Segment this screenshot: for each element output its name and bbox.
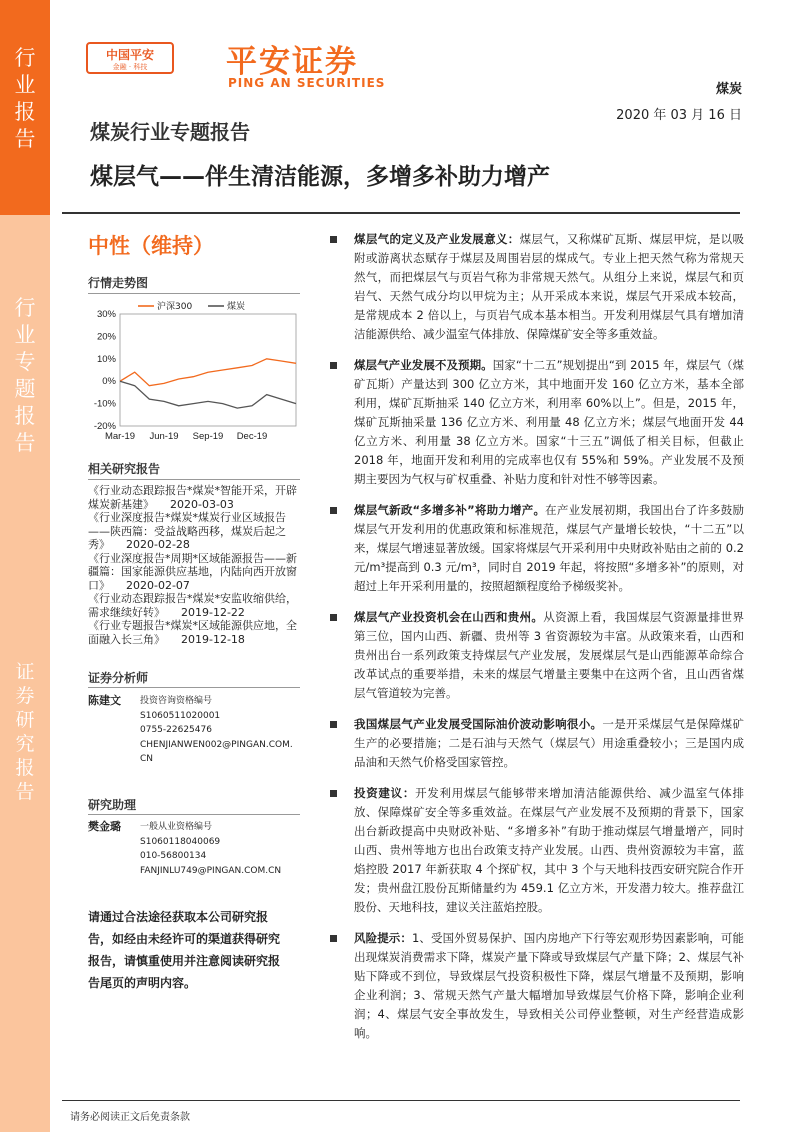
related-report-item[interactable] xyxy=(88,552,302,593)
sidebar-char: 证 xyxy=(15,661,35,683)
sidebar-char: 报 xyxy=(15,757,35,779)
analyst-section-title: 证券分析师 xyxy=(88,671,149,685)
sidebar-char: 报 xyxy=(14,404,36,428)
trend-chart xyxy=(88,300,303,445)
related-report-date: 2020-02-28 xyxy=(126,538,190,551)
x-tick-label: Dec-19 xyxy=(236,431,268,442)
bullet-square-icon xyxy=(330,507,337,514)
assistant-name: 樊金璐 xyxy=(88,820,121,833)
related-report-item[interactable] xyxy=(88,511,302,552)
related-reports-title: 相关研究报告 xyxy=(88,462,161,476)
x-tick-label: Sep-19 xyxy=(192,431,224,442)
related-report-title: 《行业深度报告*周期*区域能源报告——新疆篇：国家能源供应基地，内陆向西开放窗口》 xyxy=(88,551,297,592)
assistant-email[interactable]: FANJINLU749@PINGAN.COM.CN xyxy=(140,865,282,876)
bullet-heading: 煤层气产业投资机会在山西和贵州。 xyxy=(354,610,544,624)
sidebar-label-special-report xyxy=(0,295,50,457)
summary-bullet xyxy=(328,784,744,917)
bullet-body: 国家“十二五”规划提出“到 2015 年，煤层气（煤矿瓦斯）产量达到 300 亿立方米，其中地面开发 160 亿立方米，基本全部利用，煤矿瓦斯抽采 140 亿立方米，利用率 60%以上”。但是，2015 年，煤矿瓦斯抽采量 136 亿立方米、利用量 48 亿立方米；煤层气地面开发 44 亿立方米、利用量 38 亿立方米。国家“十三五”调低了相关目标，但截止 2018 年，地面开发和利用的完成率也仅有 55%和 59%。产业发展不及预期主要因为气权与矿权重叠、补贴力度和针对性不够等因素。 xyxy=(354,358,745,486)
bullet-square-icon xyxy=(330,935,337,942)
x-tick-label: Mar-19 xyxy=(104,431,136,442)
sidebar-char: 告 xyxy=(14,127,36,151)
analyst-name: 陈建文 xyxy=(88,694,121,707)
assistant-cert-label: 一般从业资格编号 xyxy=(140,822,213,832)
x-tick-label: Jun-19 xyxy=(149,431,179,442)
sidebar-char: 行 xyxy=(14,296,36,320)
analyst-phone: 0755-22625476 xyxy=(140,725,212,735)
analyst-info xyxy=(140,694,310,767)
summary-bullet xyxy=(328,608,744,703)
analyst-cert-label: 投资咨询资格编号 xyxy=(140,696,213,706)
sidebar-char: 行 xyxy=(14,46,36,70)
summary-bullets xyxy=(328,230,744,1055)
analyst-email-cont: CN xyxy=(140,754,154,764)
sidebar-label-research-report xyxy=(0,660,50,804)
series-line-1 xyxy=(120,381,296,408)
report-date: 2020 年 03 月 16 日 xyxy=(616,108,742,123)
assistant-phone: 010-56800134 xyxy=(140,851,207,861)
footer-divider xyxy=(62,1100,740,1101)
bullet-square-icon xyxy=(330,614,337,621)
sidebar-label-industry-report xyxy=(0,0,50,215)
page-title: 煤层气——伴生清洁能源，多增多补助力增产 xyxy=(90,164,550,190)
sidebar-char: 题 xyxy=(14,377,36,401)
related-report-item[interactable] xyxy=(88,484,302,511)
y-tick-label: 20% xyxy=(96,331,116,343)
logo-text: 中国平安 xyxy=(105,48,154,62)
trend-chart-title: 行情走势图 xyxy=(88,276,149,290)
bullet-heading: 煤层气产业发展不及预期。 xyxy=(354,358,493,372)
bullet-body: 煤层气，又称煤矿瓦斯、煤层甲烷，是以吸附或游离状态赋存于煤层及周围岩层的煤成气。专业上把天然气称为常规天然气，而把煤层气与页岩气称为非常规天然气。从组分上来说，煤层气和页岩气、天然气成分均以甲烷为主；从开采成本来说，煤层气开采成本较高，是常规成本 2 倍以上，与页岩气成本基本相当。开发利用煤层气具有增加清洁能源供给、减少温室气体排放、保障煤矿安全等多重效益。 xyxy=(354,232,744,341)
legend-label: 煤炭 xyxy=(227,302,246,312)
y-tick-label: -10% xyxy=(93,398,116,410)
header-divider xyxy=(62,212,740,214)
bullet-heading: 煤层气新政“多增多补”将助力增产。 xyxy=(354,503,546,517)
bullet-heading: 我国煤层气产业发展受国际油价波动影响很小。 xyxy=(354,717,603,731)
bullet-body: 开发利用煤层气能够带来增加清洁能源供给、减少温室气体排放、保障煤矿安全等多重效益。在煤层气产业发展不及预期的背景下，国家出台新政提高中央财政补贴、“多增多补”有助于推动煤层气增量增产，同时山西、贵州等地方也出台政策支持产业发展。山西、贵州资源较为丰富，蓝焰控股 2017 年新获取 4 个探矿权，其中 3 个与天地科技西安研究院合作开发；贵州盘江股份瓦斯储量约为 459.1 亿立方米，开发潜力较大。推荐盘江股份、天地科技，建议关注蓝焰控股。 xyxy=(354,786,745,914)
section-divider xyxy=(88,293,300,294)
related-report-item[interactable] xyxy=(88,619,302,646)
related-report-date: 2019-12-18 xyxy=(181,632,245,646)
series-line-0 xyxy=(120,359,296,386)
sidebar-char: 告 xyxy=(14,431,36,455)
assistant-card xyxy=(88,820,302,880)
sidebar-char: 研 xyxy=(15,709,35,731)
bullet-body: 一是开采煤层气是保障煤矿生产的必要措施；二是石油与天然气（煤层气）用途重叠较小；三是国内成品油和天然气价格受国家管控。 xyxy=(354,717,744,769)
bullet-square-icon xyxy=(330,362,337,369)
footer-note: 请务必阅读正文后免责条款 xyxy=(70,1112,190,1123)
sidebar-char: 专 xyxy=(14,350,36,374)
bullet-body: 在产业发展初期，我国出台了许多鼓励煤层气开发利用的优惠政策和标准规范，煤层气产量增长较快，“十二五”以来，煤层气增速显著放缓。国家将煤层气开采利用中央财政补贴由之前的 0.2 元/m³提高到 0.3 元/m³，同时自 2019 年起，将按照“多增多补”的原则，对超过上年开采利用量的，按照超额程度给予梯级奖补。 xyxy=(354,503,744,593)
section-divider xyxy=(88,479,300,480)
industry-label: 煤炭 xyxy=(715,82,742,97)
y-tick-label: 30% xyxy=(96,309,116,320)
related-report-item[interactable] xyxy=(88,592,302,619)
legend-label: 沪深300 xyxy=(157,302,193,312)
analyst-card xyxy=(88,694,302,769)
analyst-email[interactable]: CHENJIANWEN002@PINGAN.COM. xyxy=(140,739,293,750)
brand-name: 平安证券 xyxy=(226,44,358,80)
sidebar-char: 业 xyxy=(14,323,36,347)
report-type: 煤炭行业专题报告 xyxy=(90,120,250,144)
bullet-square-icon xyxy=(330,790,337,797)
assistant-section-title: 研究助理 xyxy=(88,798,137,812)
assistant-cert-number: S1060118040069 xyxy=(140,836,221,847)
plot-frame xyxy=(120,314,296,426)
summary-bullet xyxy=(328,501,744,596)
related-report-date: 2019-12-22 xyxy=(181,605,245,619)
bullet-body: 1、受国外贸易保护、国内房地产下行等宏观形势因素影响，可能出现煤炭消费需求下降，煤炭产量下降或导致煤层气产量下降；2、煤层气补贴下降或不到位，导致煤层气投资积极性下降，煤层气增量不及预期，影响企业利润；3、常规天然气产量大幅增加导致煤层气价格下降，影响企业利润；4、煤层气安全事故发生，导致相关公司停业整顿，对生产经营造成影响。 xyxy=(354,931,744,1040)
logo-subtext: 金融 · 科技 xyxy=(112,63,148,71)
related-reports-list xyxy=(88,484,302,646)
y-tick-label: 0% xyxy=(102,376,116,388)
bullet-square-icon xyxy=(330,721,337,728)
sidebar-char: 报 xyxy=(14,100,36,124)
sidebar-char: 究 xyxy=(15,733,35,755)
bullet-heading: 风险提示： xyxy=(354,931,412,945)
bullet-heading: 煤层气的定义及产业发展意义： xyxy=(354,232,520,246)
brand-name-en: PING AN SECURITIES xyxy=(228,76,386,90)
related-report-title: 《行业动态跟踪报告*煤炭*智能开采，开辟煤炭新基建》 xyxy=(88,484,297,511)
y-tick-label: 10% xyxy=(96,353,116,365)
related-report-date: 2020-02-07 xyxy=(126,578,190,592)
section-divider xyxy=(88,814,300,815)
disclaimer-note: 请通过合法途径获取本公司研究报告，如经由未经许可的渠道获得研究报告，请慎重使用并注意阅读研究报告尾页的声明内容。 xyxy=(88,910,281,990)
y-tick-label: -20% xyxy=(93,421,116,432)
section-divider xyxy=(88,687,300,688)
rating-badge: 中性（维持） xyxy=(88,234,214,258)
related-report-title: 《行业深度报告*煤炭*煤炭行业区域报告——陕西篇：受益战略西移，煤炭后起之秀》 xyxy=(88,511,286,551)
ping-an-logo xyxy=(86,42,174,74)
sidebar-char: 告 xyxy=(15,781,35,803)
related-report-date: 2020-03-03 xyxy=(170,497,234,511)
bullet-square-icon xyxy=(330,236,337,243)
bullet-body: 从资源上看，我国煤层气资源量排世界第三位，国内山西、新疆、贵州等 3 省资源较为丰富。从政策来看，山西和贵州出台一系列政策支持煤层气产业发展，发展煤层气是山西能源革命综合改革试点的重要举措，未来的煤层气增量主要集中在这两个省，且山西省煤层气管道较为完善。 xyxy=(354,610,744,700)
summary-bullet xyxy=(328,356,744,489)
sidebar-char: 业 xyxy=(14,73,36,97)
analyst-cert-number: S1060511020001 xyxy=(140,710,221,721)
summary-bullet xyxy=(328,929,744,1043)
summary-bullet xyxy=(328,230,744,344)
summary-bullet xyxy=(328,715,744,772)
related-report-title: 《行业动态跟踪报告*煤炭*安监收缩供给，需求继续好转》 xyxy=(88,592,297,619)
assistant-info xyxy=(140,820,310,878)
sidebar-band xyxy=(0,0,50,1132)
bullet-heading: 投资建议： xyxy=(354,786,416,800)
related-report-title: 《行业专题报告*煤炭*区域能源供应地，全面融入长三角》 xyxy=(88,619,297,646)
sidebar-char: 券 xyxy=(15,685,35,707)
